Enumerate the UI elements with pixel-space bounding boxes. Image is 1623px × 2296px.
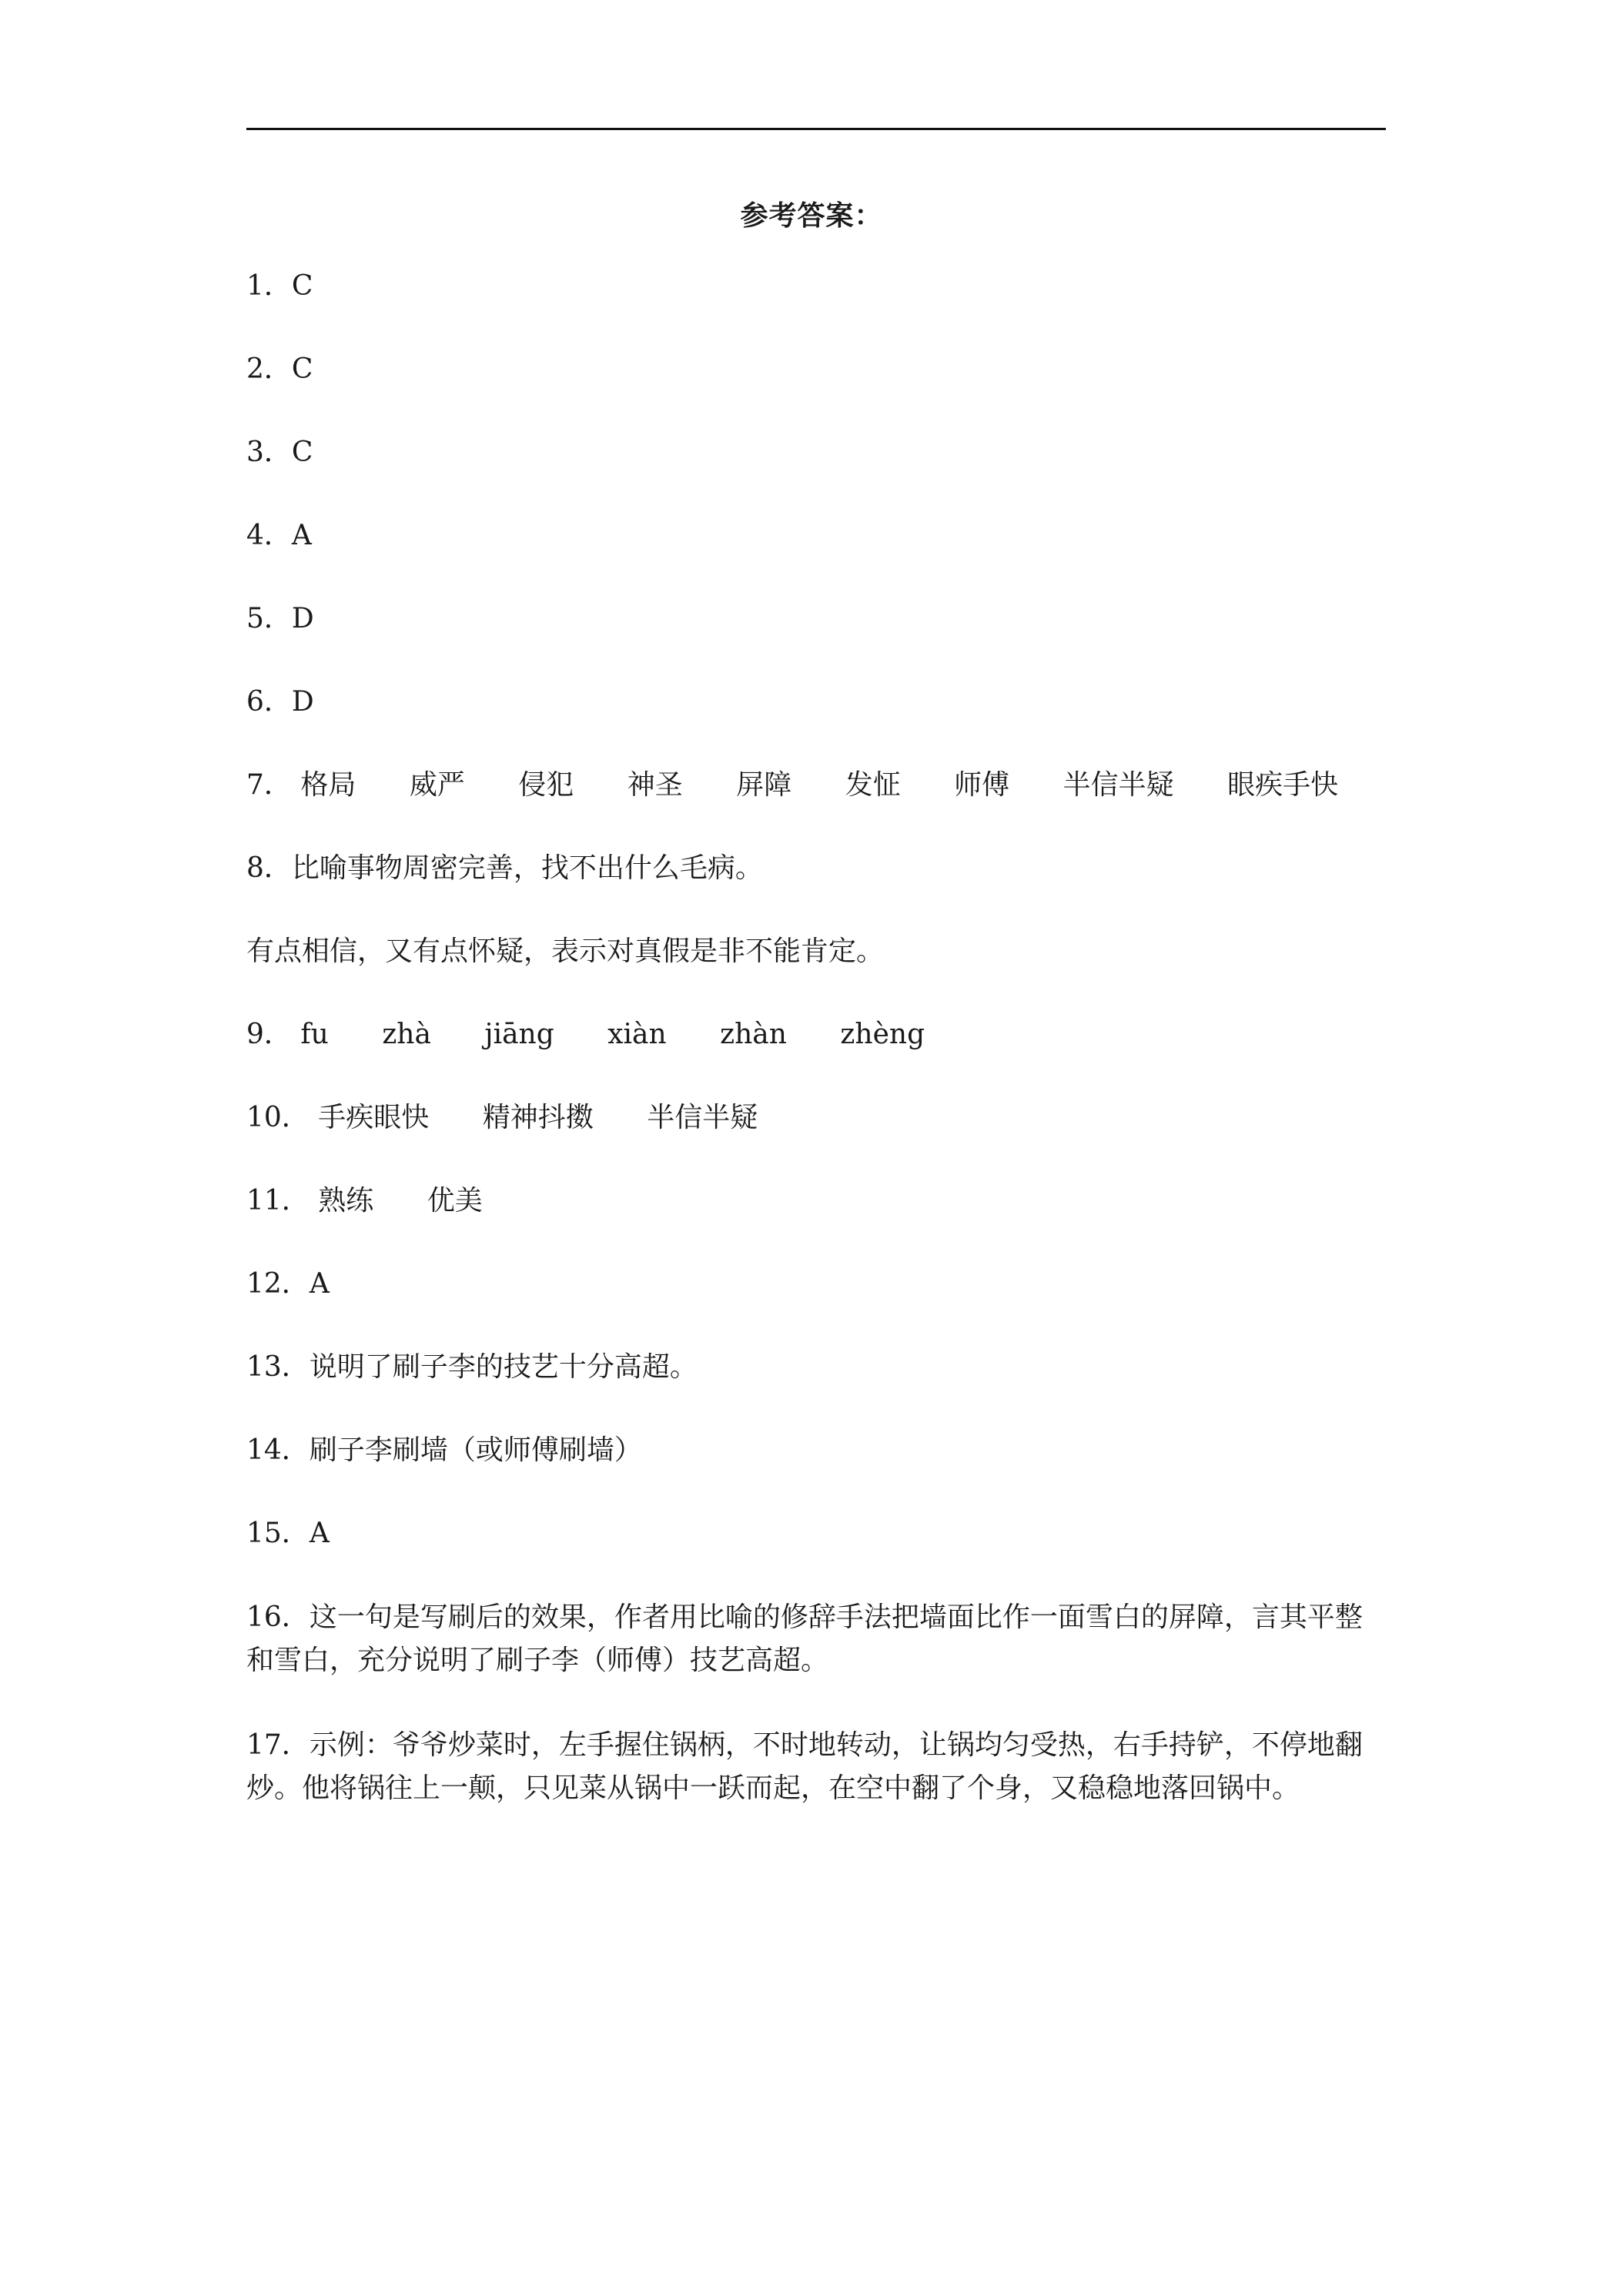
answer-term: 精神抖擞: [482, 1102, 594, 1133]
answer-text: D: [291, 603, 314, 634]
answer-number: 4．: [246, 520, 292, 551]
answer-terms: [310, 1185, 483, 1217]
answer-number: 8．: [246, 852, 292, 884]
answer-number: 1．: [246, 270, 292, 302]
answer-item-16: [246, 1596, 1386, 1682]
answer-item-8-continued: [246, 931, 1386, 972]
answer-term: 师傅: [954, 769, 1010, 801]
answer-item-14: [246, 1430, 1386, 1471]
answer-item-11: [246, 1180, 1386, 1222]
answer-term: 半信半疑: [647, 1102, 758, 1133]
answer-item-15: [246, 1513, 1386, 1555]
answer-item-10: [246, 1097, 1386, 1139]
answer-terms: [292, 1019, 925, 1050]
pinyin-term: xiàn: [607, 1019, 667, 1050]
answer-number: 11．: [246, 1185, 310, 1217]
pinyin-term: zhàn: [720, 1019, 787, 1050]
answer-item-4: [246, 515, 1386, 557]
answer-text: C: [291, 353, 313, 385]
answer-number: 9．: [246, 1019, 292, 1050]
answer-term: 优美: [427, 1185, 483, 1217]
answer-item-12: [246, 1263, 1386, 1305]
answer-text: 有点相信，又有点怀疑，表示对真假是非不能肯定。: [246, 935, 885, 967]
answer-item-6: [246, 681, 1386, 723]
header-rule: [246, 128, 1386, 130]
answer-text: A: [309, 1518, 330, 1549]
answer-term: 侵犯: [518, 769, 574, 801]
answer-number: 12．: [246, 1268, 310, 1300]
answer-item-17: [246, 1724, 1386, 1810]
pinyin-term: fu: [300, 1019, 329, 1050]
answer-text-line: 示例：爷爷炒菜时，左手握住锅柄，不时地转动，让锅均匀受热，右手持铲，不停地翻: [309, 1729, 1363, 1761]
answer-number: 3．: [246, 437, 292, 468]
answer-item-2: [246, 349, 1386, 390]
answer-number: 16．: [246, 1602, 310, 1633]
answer-number: 2．: [246, 353, 292, 385]
answer-number: 10．: [246, 1102, 310, 1133]
answer-number: 6．: [246, 686, 292, 718]
answer-number: 13．: [246, 1351, 310, 1383]
answer-term: 手疾眼快: [318, 1102, 430, 1133]
answer-text: C: [291, 270, 313, 302]
page-title: 参考答案：: [740, 199, 883, 232]
answer-terms: [292, 769, 1338, 801]
answer-text: D: [291, 686, 314, 718]
answer-term: 神圣: [627, 769, 683, 801]
answer-text: A: [309, 1268, 330, 1300]
answer-list: [246, 266, 1386, 1852]
pinyin-term: zhà: [382, 1019, 431, 1050]
answer-term: 威严: [409, 769, 465, 801]
answer-item-1: [246, 266, 1386, 307]
answer-term: 格局: [300, 769, 356, 801]
answer-text: C: [291, 437, 313, 468]
answer-term: 发怔: [845, 769, 901, 801]
answer-term: 熟练: [318, 1185, 374, 1217]
pinyin-term: jiāng: [484, 1019, 554, 1050]
answer-term: 屏障: [736, 769, 792, 801]
answer-terms: [310, 1102, 758, 1133]
answer-text: A: [291, 520, 312, 551]
answer-number: 5．: [246, 603, 292, 634]
answer-item-5: [246, 598, 1386, 640]
answer-text: 说明了刷子李的技艺十分高超。: [309, 1351, 698, 1383]
answer-item-3: [246, 432, 1386, 474]
answer-text-line: 炒。他将锅往上一颠，只见菜从锅中一跃而起，在空中翻了个身，又稳稳地落回锅中。: [246, 1772, 1300, 1804]
answer-number: 7．: [246, 769, 292, 801]
pinyin-term: zhèng: [840, 1019, 925, 1050]
answer-term: 眼疾手快: [1227, 769, 1339, 801]
answer-item-13: [246, 1347, 1386, 1388]
answer-term: 半信半疑: [1062, 769, 1174, 801]
answer-item-9: [246, 1014, 1386, 1056]
answer-number: 14．: [246, 1434, 310, 1466]
answer-number: 17．: [246, 1729, 310, 1761]
answer-item-7: [246, 765, 1386, 806]
answer-number: 15．: [246, 1518, 310, 1549]
answer-text: 比喻事物周密完善，找不出什么毛病。: [291, 852, 763, 884]
answer-text-line: 和雪白，充分说明了刷子李（师傅）技艺高超。: [246, 1645, 829, 1676]
answer-item-8: [246, 848, 1386, 889]
answer-text-line: 这一句是写刷后的效果，作者用比喻的修辞手法把墙面比作一面雪白的屏障，言其平整: [309, 1602, 1363, 1633]
answer-text: 刷子李刷墙（或师傅刷墙）: [309, 1434, 642, 1466]
